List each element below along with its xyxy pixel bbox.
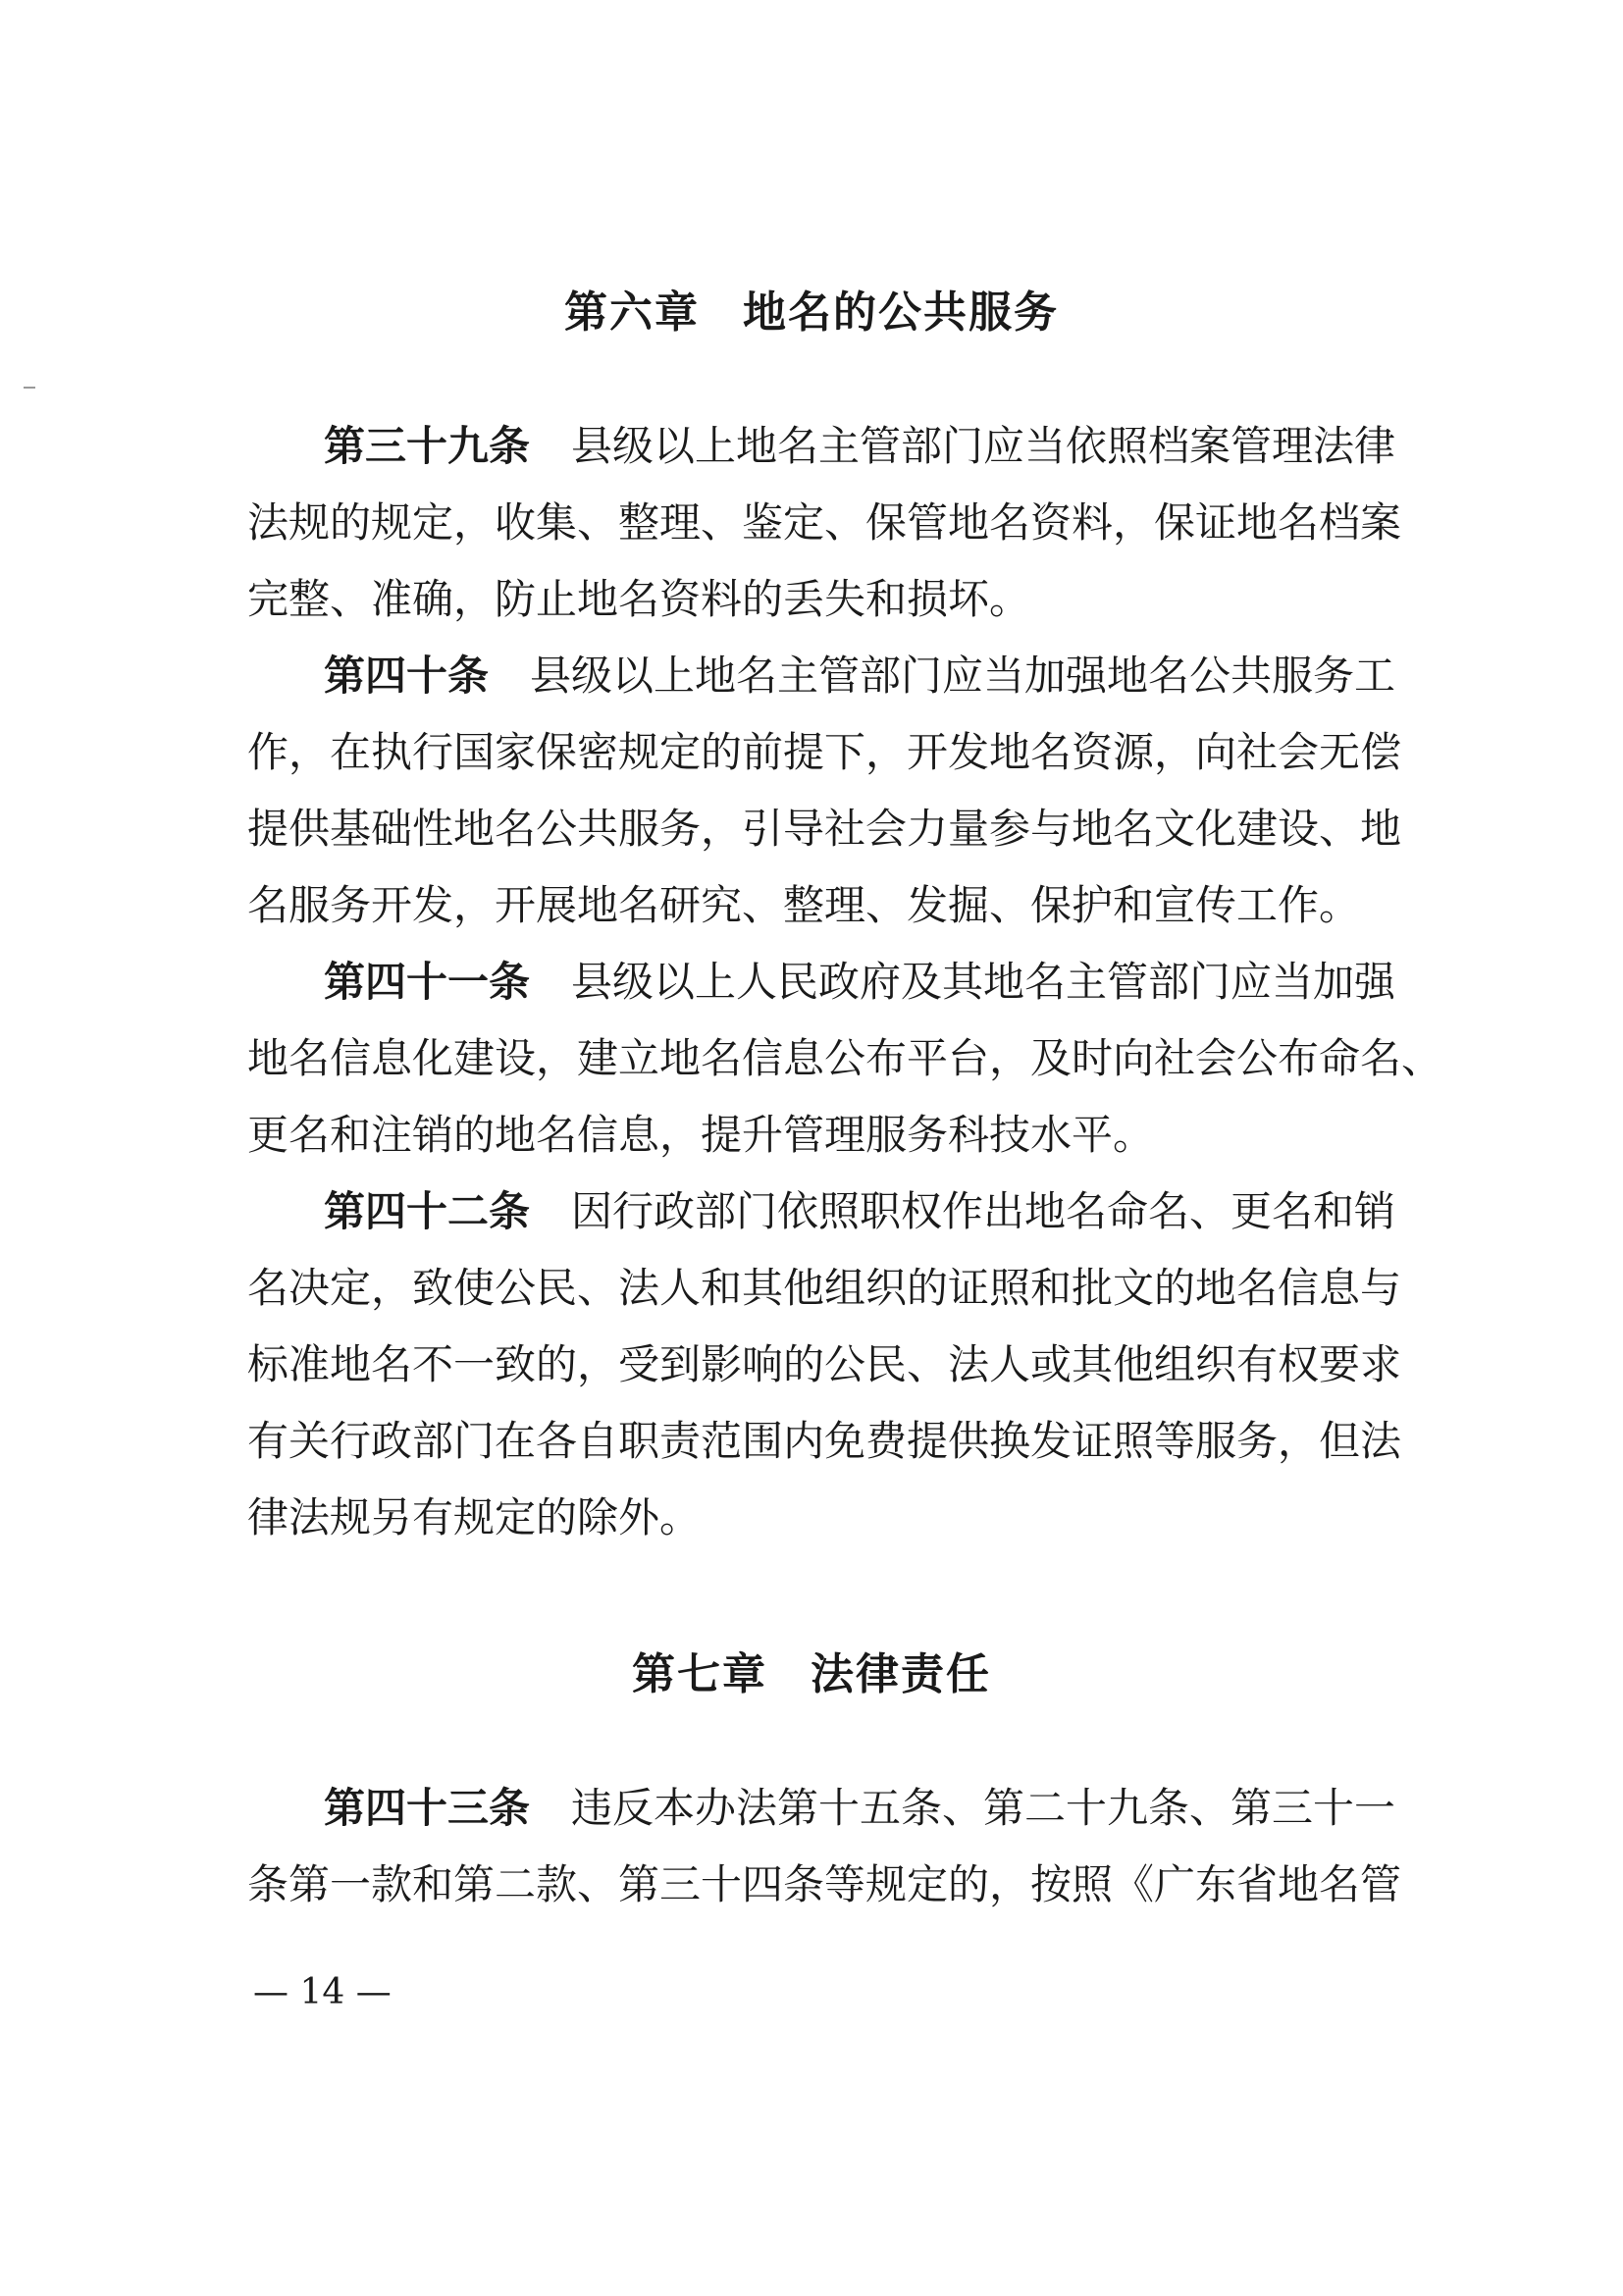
article-43-label: 第四十三条 [324,1784,531,1832]
article-40-line-2: 作，在执行国家保密规定的前提下，开发地名资源，向社会无偿 [247,728,1402,776]
article-41-line-3: 更名和注销的地名信息，提升管理服务科技水平。 [247,1111,1155,1159]
chapter-6-heading [0,277,1623,339]
article-41-line-2: 地名信息化建设，建立地名信息公布平台，及时向社会公布命名、 [247,1034,1443,1082]
article-42-line-5: 律法规另有规定的除外。 [247,1493,702,1541]
article-40-line-3: 提供基础性地名公共服务，引导社会力量参与地名文化建设、地 [247,805,1402,853]
article-42-line-4: 有关行政部门在各自职责范围内免费提供换发证照等服务，但法 [247,1417,1402,1465]
chapter-7-title: 法律责任 [811,1649,991,1699]
article-42-line-2: 名决定，致使公民、法人和其他组织的证照和批文的地名信息与 [247,1264,1402,1312]
chapter-6-number: 第六章 [564,287,700,338]
chapter-7-number: 第七章 [632,1649,767,1699]
article-39-label: 第三十九条 [324,422,531,470]
article-43-line-1: 第四十三条 违反本办法第十五条、第二十九条、第三十一 [324,1784,1396,1832]
chapter-7-heading [0,1639,1623,1701]
chapter-6-title: 地名的公共服务 [743,287,1059,338]
article-42-line-3: 标准地名不一致的，受到影响的公民、法人或其他组织有权要求 [247,1340,1402,1388]
article-42-label: 第四十二条 [324,1187,531,1235]
article-39-line-2: 法规的规定，收集、整理、鉴定、保管地名资料，保证地名档案 [247,498,1402,547]
article-40-label: 第四十条 [324,652,490,700]
article-41-label: 第四十一条 [324,958,531,1006]
article-41-line-1: 第四十一条 县级以上人民政府及其地名主管部门应当加强 [324,958,1396,1006]
article-39-line-3: 完整、准确，防止地名资料的丢失和损坏。 [247,575,1031,623]
scan-speck [24,387,35,389]
article-42-line-1: 第四十二条 因行政部门依照职权作出地名命名、更名和销 [324,1187,1396,1235]
article-39-line-1: 第三十九条 县级以上地名主管部门应当依照档案管理法律 [324,422,1396,470]
article-40-line-4: 名服务开发，开展地名研究、整理、发掘、保护和宣传工作。 [247,881,1361,929]
article-40-line-1: 第四十条 县级以上地名主管部门应当加强地名公共服务工 [324,652,1396,700]
article-43-line-2: 条第一款和第二款、第三十四条等规定的，按照《广东省地名管 [247,1860,1402,1908]
page-number: — 14 — [253,1972,392,2012]
